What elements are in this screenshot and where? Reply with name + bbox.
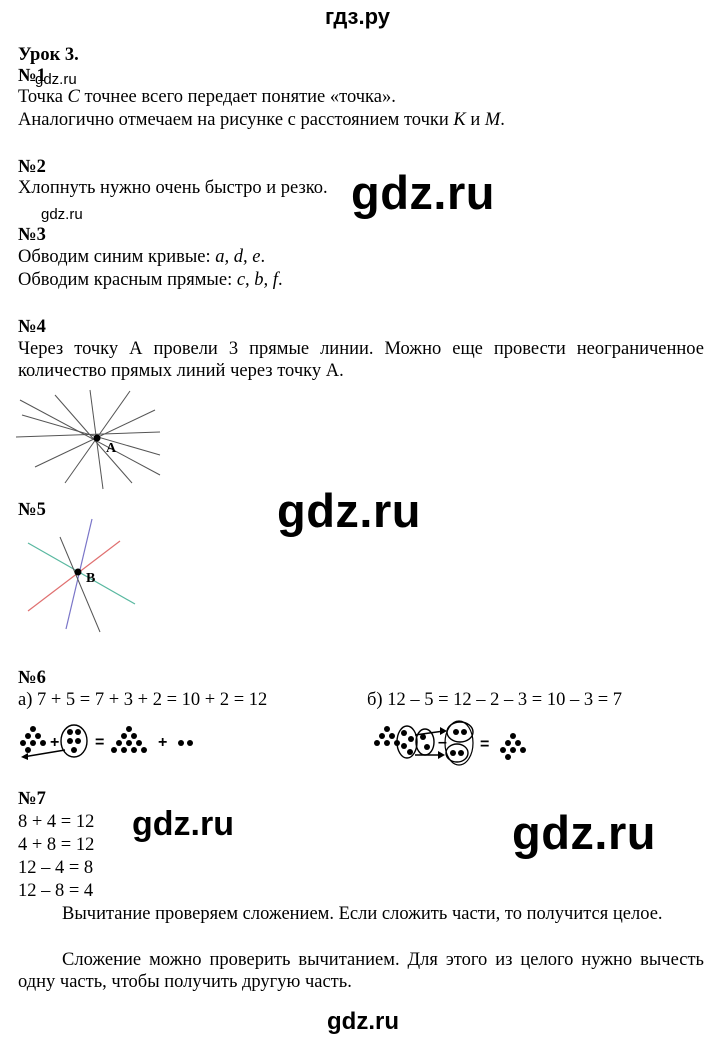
task5-figure (20, 515, 150, 635)
lesson-title: Урок 3. (18, 45, 79, 65)
task6-part-b: б) 12 – 5 = 12 – 2 – 3 = 10 – 3 = 7 (367, 690, 622, 710)
task1-line1: Точка C точнее всего передает понятие «точка». (18, 87, 396, 107)
task3-line1: Обводим синим кривые: a, d, e. (18, 247, 266, 267)
task6-b-dot-figure (370, 715, 535, 767)
watermark: gdz.ru (41, 206, 83, 223)
task4-figure (10, 385, 170, 495)
task2-line1: Хлопнуть нужно очень быстро и резко. (18, 178, 328, 198)
plus-sign: + (158, 734, 168, 751)
task7-eq-3: 12 – 4 = 8 (18, 858, 94, 878)
task1-line2: Аналогично отмечаем на рисунке с расстоянием точки К и М. (18, 110, 505, 130)
task7-number: №7 (18, 789, 46, 809)
task4-number: №4 (18, 317, 46, 337)
watermark: gdz.ru (277, 484, 421, 537)
equals-sign: = (480, 736, 490, 753)
task7-paragraph-1: Вычитание проверяем сложением. Если сложить части, то получится целое. (62, 904, 663, 924)
plus-sign: + (50, 734, 60, 751)
minus-sign: – (438, 734, 447, 751)
footer-watermark: gdz.ru (327, 1008, 399, 1035)
watermark: gdz.ru (35, 71, 77, 88)
task3-number: №3 (18, 225, 46, 245)
task6-number: №6 (18, 668, 46, 688)
point-b-dot (75, 569, 82, 576)
task6-a-dot-figure (15, 720, 205, 764)
task6-part-a: а) 7 + 5 = 7 + 3 + 2 = 10 + 2 = 12 (18, 690, 268, 710)
point-b-label: B (86, 571, 96, 586)
task2-number: №2 (18, 157, 46, 177)
task7-paragraph-2: Сложение можно проверить вычитанием. Для этого из целого нужно вычесть одну часть, чтобы получить другую часть. (18, 950, 704, 992)
task1-number: №1 (18, 66, 46, 86)
point-a-dot (94, 435, 101, 442)
watermark: gdz.ru (132, 805, 234, 843)
task3-line2: Обводим красным прямые: c, b, f. (18, 270, 283, 290)
task7-eq-1: 8 + 4 = 12 (18, 812, 95, 832)
task4-text: Через точку А провели 3 прямые линии. Можно еще провести неограниченное количество прямых линий через точку А. (18, 339, 704, 381)
equals-sign: = (95, 734, 105, 751)
point-a-label: A (106, 441, 117, 456)
task5-number: №5 (18, 500, 46, 520)
site-header: гдз.ру (325, 4, 390, 29)
task7-eq-2: 4 + 8 = 12 (18, 835, 95, 855)
watermark: gdz.ru (512, 806, 656, 859)
watermark: gdz.ru (351, 166, 495, 219)
task7-eq-4: 12 – 8 = 4 (18, 881, 94, 901)
